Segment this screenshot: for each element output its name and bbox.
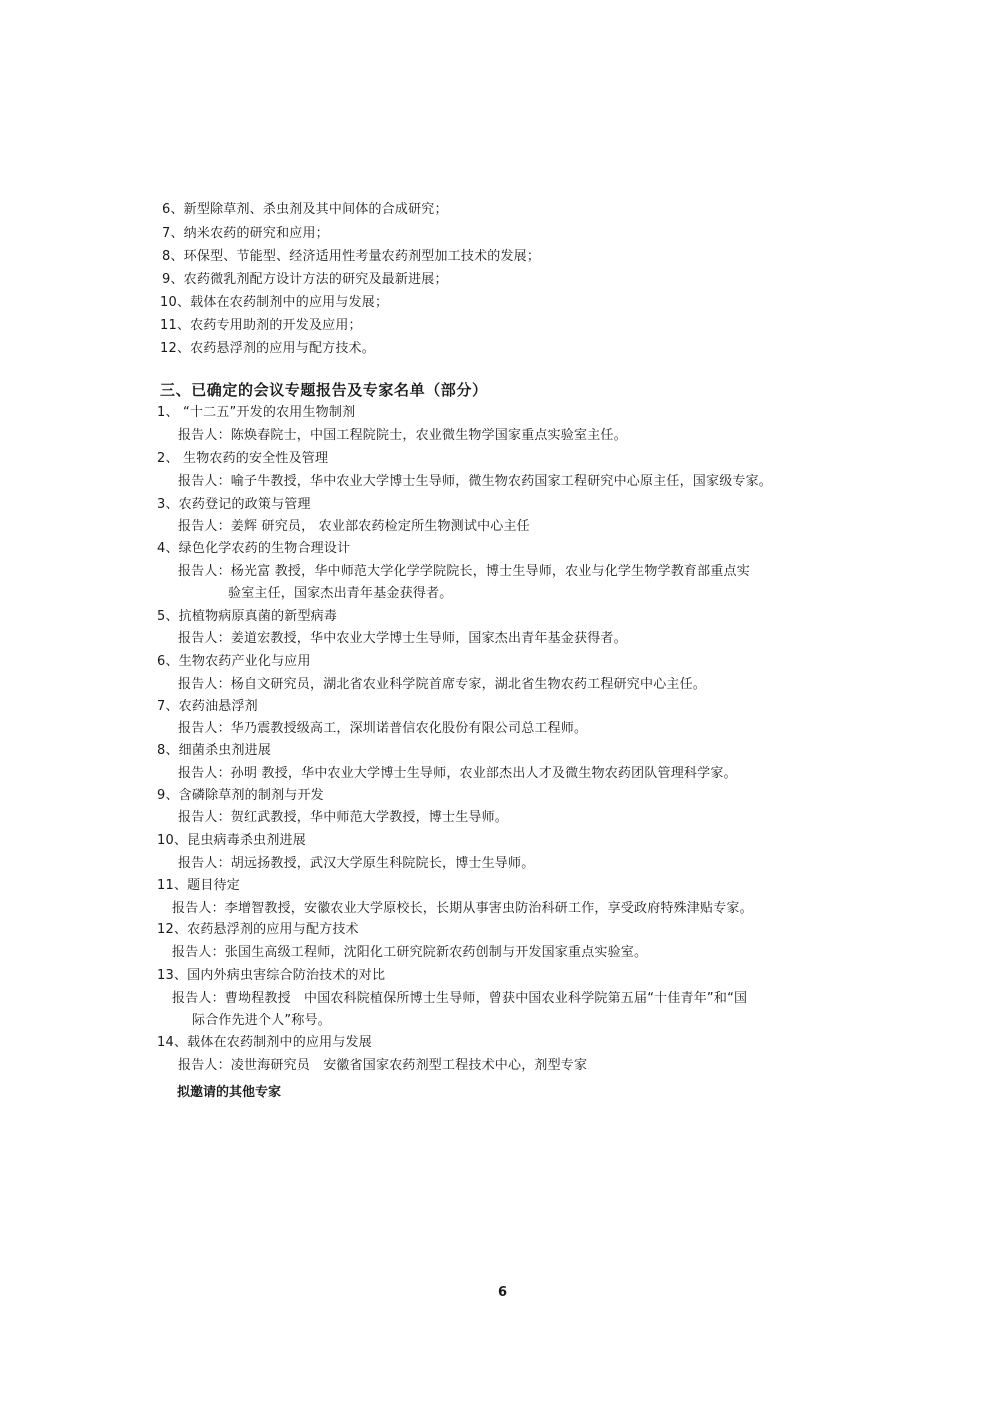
report-title: 13、国内外病虫害综合防治技术的对比 xyxy=(157,968,386,983)
report-title: 5、抗植物病原真菌的新型病毒 xyxy=(157,609,338,624)
report-title: 14、载体在农药制剂中的应用与发展 xyxy=(157,1035,372,1050)
report-reporter-continued: 验室主任，国家杰出青年基金获得者。 xyxy=(228,586,453,601)
page-number: 6 xyxy=(497,1285,508,1300)
topic-item: 7、纳米农药的研究和应用； xyxy=(162,226,329,241)
report-reporter: 报告人：杨光富 教授，华中师范大学化学学院院长，博士生导师，农业与化学生物学教育部重点实 xyxy=(178,564,750,579)
report-reporter: 报告人：杨自文研究员，湖北省农业科学院首席专家，湖北省生物农药工程研究中心主任。 xyxy=(178,677,707,692)
topic-item: 10、载体在农药制剂中的应用与发展； xyxy=(160,295,389,310)
report-reporter: 报告人：贺红武教授，华中师范大学教授，博士生导师。 xyxy=(178,810,509,825)
report-reporter: 报告人：陈焕春院士，中国工程院院士，农业微生物学国家重点实验室主任。 xyxy=(178,428,627,443)
topic-item: 11、农药专用助剂的开发及应用； xyxy=(160,318,362,333)
report-reporter-continued: 际合作先进个人”称号。 xyxy=(192,1013,331,1028)
topic-item: 6、新型除草剂、杀虫剂及其中间体的合成研究； xyxy=(162,202,448,217)
report-title: 9、含磷除草剂的制剂与开发 xyxy=(157,788,324,803)
report-title: 1、 “十二五”开发的农用生物制剂 xyxy=(157,405,356,420)
report-reporter: 报告人：华乃震教授级高工，深圳诺普信农化股份有限公司总工程师。 xyxy=(178,721,588,736)
topic-item: 12、农药悬浮剂的应用与配方技术。 xyxy=(160,341,375,356)
report-reporter: 报告人：张国生高级工程师，沈阳化工研究院新农药创制与开发国家重点实验室。 xyxy=(172,945,648,960)
report-title: 2、 生物农药的安全性及管理 xyxy=(157,451,329,466)
report-title: 7、农药油悬浮剂 xyxy=(157,699,258,714)
report-title: 8、细菌杀虫剂进展 xyxy=(157,743,272,758)
report-title: 11、题目待定 xyxy=(157,878,240,893)
report-reporter: 报告人：胡远扬教授，武汉大学原生科院院长，博士生导师。 xyxy=(178,856,535,871)
report-title: 4、绿色化学农药的生物合理设计 xyxy=(157,541,351,556)
report-title: 12、农药悬浮剂的应用与配方技术 xyxy=(157,922,359,937)
report-title: 3、农药登记的政策与管理 xyxy=(157,497,311,512)
report-reporter: 报告人：孙明 教授，华中农业大学博士生导师，农业部杰出人才及微生物农药团队管理科学家。 xyxy=(178,766,737,781)
report-reporter: 报告人：喻子牛教授，华中农业大学博士生导师，微生物农药国家工程研究中心原主任，国家级专家。 xyxy=(178,474,773,489)
topic-item: 9、农药微乳剂配方设计方法的研究及最新进展； xyxy=(162,272,448,287)
other-experts-label: 拟邀请的其他专家 xyxy=(177,1085,282,1100)
topic-item: 8、环保型、节能型、经济适用性考量农药剂型加工技术的发展； xyxy=(162,249,541,264)
report-reporter: 报告人：姜道宏教授，华中农业大学博士生导师，国家杰出青年基金获得者。 xyxy=(178,631,627,646)
report-title: 6、生物农药产业化与应用 xyxy=(157,654,311,669)
report-title: 10、昆虫病毒杀虫剂进展 xyxy=(157,833,306,848)
report-reporter: 报告人：凌世海研究员 安徽省国家农药剂型工程技术中心，剂型专家 xyxy=(178,1058,588,1073)
report-reporter: 报告人：曹坳程教授 中国农科院植保所博士生导师，曾获中国农业科学院第五届“十佳青年”和“国 xyxy=(172,991,748,1006)
section-heading: 三、已确定的会议专题报告及专家名单（部分） xyxy=(160,381,488,399)
report-reporter: 报告人：李增智教授，安徽农业大学原校长，长期从事害虫防治科研工作，享受政府特殊津贴专家。 xyxy=(172,901,753,916)
report-reporter: 报告人：姜辉 研究员， 农业部农药检定所生物测试中心主任 xyxy=(178,519,530,534)
